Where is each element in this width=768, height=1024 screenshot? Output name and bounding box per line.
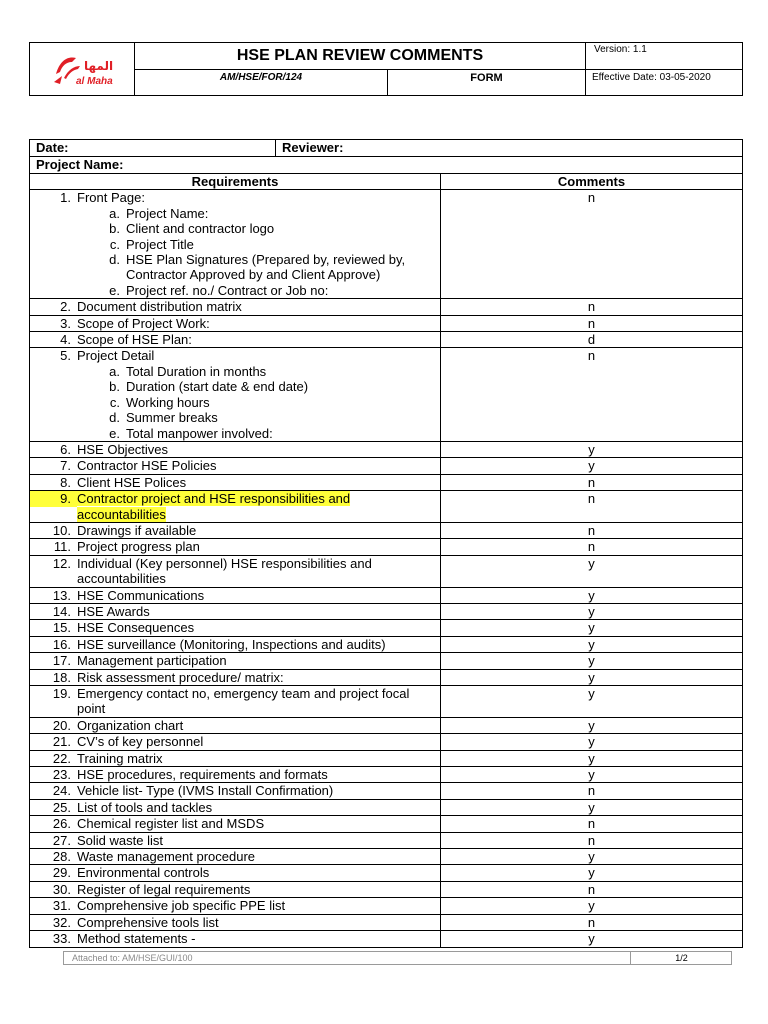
requirement-number: 3. xyxy=(60,315,71,331)
sub-requirement-text: Project ref. no./ Contract or Job no: xyxy=(126,282,329,298)
requirement-row xyxy=(30,603,743,619)
requirement-number: 14. xyxy=(52,603,71,619)
sub-requirement xyxy=(30,410,440,425)
requirement-number: 28. xyxy=(52,849,71,865)
table-header-row xyxy=(30,174,743,190)
comment-cell[interactable]: y xyxy=(441,636,743,652)
requirement-text-content: Training matrix xyxy=(77,750,163,766)
requirement-text-content: HSE Consequences xyxy=(77,620,195,636)
requirement-cell xyxy=(30,458,441,474)
comment-cell[interactable]: n xyxy=(441,914,743,930)
requirement-number: 30. xyxy=(52,881,71,897)
requirement-row xyxy=(30,931,743,947)
requirement-text xyxy=(77,316,417,331)
requirement-row xyxy=(30,491,743,523)
requirement-cell xyxy=(30,734,441,750)
requirement-text xyxy=(77,348,417,363)
comment-cell[interactable]: n xyxy=(441,348,743,441)
requirement-cell xyxy=(30,669,441,685)
requirement-text xyxy=(77,299,417,314)
requirement-number: 13. xyxy=(52,587,71,603)
requirement-text-content: Waste management procedure xyxy=(77,849,256,865)
comment-cell[interactable]: y xyxy=(441,767,743,783)
requirement-row xyxy=(30,587,743,603)
requirement-text-content: Contractor HSE Policies xyxy=(77,458,217,474)
sub-requirement-letter: b. xyxy=(109,379,120,395)
requirement-text-content: HSE Objectives xyxy=(77,441,169,457)
requirement-cell xyxy=(30,799,441,815)
requirement-number: 31. xyxy=(52,898,71,914)
requirements-header: Requirements xyxy=(30,174,441,190)
requirement-row xyxy=(30,799,743,815)
sub-requirement-letter: b. xyxy=(109,221,120,237)
requirement-cell xyxy=(30,686,441,718)
sub-requirement xyxy=(30,283,440,298)
comment-cell[interactable]: y xyxy=(441,717,743,733)
comment-cell[interactable]: n xyxy=(441,539,743,555)
requirement-text xyxy=(77,556,417,587)
comment-cell[interactable]: y xyxy=(441,441,743,457)
requirement-text-content: Front Page: xyxy=(77,190,145,206)
comment-cell[interactable]: y xyxy=(441,458,743,474)
requirement-cell xyxy=(30,539,441,555)
requirement-cell xyxy=(30,190,441,299)
requirement-number: 21. xyxy=(52,734,71,750)
date-reviewer-row xyxy=(30,140,743,157)
requirement-cell xyxy=(30,603,441,619)
requirement-text-content: List of tools and tackles xyxy=(77,799,213,815)
requirement-number: 9. xyxy=(30,491,77,506)
comment-cell[interactable]: y xyxy=(441,555,743,587)
requirement-row xyxy=(30,636,743,652)
requirement-text-content: Emergency contact no, emergency team and project focal point xyxy=(77,686,410,717)
form-type: FORM xyxy=(388,70,586,95)
sub-requirement xyxy=(30,379,440,394)
requirement-text xyxy=(77,620,417,635)
requirement-row xyxy=(30,669,743,685)
comments-header: Comments xyxy=(441,174,743,190)
requirement-text xyxy=(77,442,417,457)
requirement-text-content: Scope of HSE Plan: xyxy=(77,332,192,348)
requirement-cell xyxy=(30,816,441,832)
date-label: Date: xyxy=(36,140,69,155)
form-code: AM/HSE/FOR/124 xyxy=(135,70,388,95)
comment-cell[interactable]: y xyxy=(441,669,743,685)
comment-cell[interactable]: n xyxy=(441,881,743,897)
requirement-text-content: Method statements - xyxy=(77,931,196,947)
requirement-cell xyxy=(30,491,441,523)
comment-cell[interactable]: y xyxy=(441,849,743,865)
comment-cell[interactable]: n xyxy=(441,299,743,315)
requirement-number: 19. xyxy=(52,686,71,701)
sub-requirement-letter: d. xyxy=(109,252,120,268)
requirement-number: 10. xyxy=(52,522,71,538)
requirement-cell xyxy=(30,832,441,848)
requirement-text xyxy=(77,332,417,347)
requirement-number: 32. xyxy=(52,914,71,930)
comment-cell[interactable]: n xyxy=(441,832,743,848)
requirement-text-content: Environmental controls xyxy=(77,865,210,881)
requirement-cell xyxy=(30,620,441,636)
requirement-number: 2. xyxy=(60,299,71,315)
sub-requirement xyxy=(30,252,440,283)
comment-cell[interactable]: n xyxy=(441,315,743,331)
comment-cell[interactable]: y xyxy=(441,898,743,914)
comment-cell[interactable]: d xyxy=(441,332,743,348)
sub-requirement-letter: e. xyxy=(109,282,120,298)
project-name-row xyxy=(30,157,743,174)
requirement-number: 17. xyxy=(52,653,71,669)
requirement-text-content: Project progress plan xyxy=(77,539,200,555)
requirement-cell xyxy=(30,898,441,914)
requirement-text xyxy=(77,915,417,930)
requirement-row xyxy=(30,474,743,490)
requirement-row xyxy=(30,299,743,315)
requirement-text-content: Contractor project and HSE responsibilities and accountabilities xyxy=(77,491,351,522)
comment-cell[interactable]: y xyxy=(441,620,743,636)
requirement-row xyxy=(30,767,743,783)
requirement-row xyxy=(30,849,743,865)
comment-cell[interactable]: n xyxy=(441,816,743,832)
comment-cell[interactable]: y xyxy=(441,931,743,947)
requirement-text-content: Management participation xyxy=(77,653,227,669)
requirement-number: 12. xyxy=(52,555,71,571)
sub-requirement-letter: c. xyxy=(109,236,120,252)
comment-cell[interactable]: y xyxy=(441,865,743,881)
requirement-row xyxy=(30,522,743,538)
sub-requirement-text: Duration (start date & end date) xyxy=(126,379,309,395)
requirement-text xyxy=(77,637,417,652)
requirement-text xyxy=(77,686,417,717)
comment-cell[interactable]: n xyxy=(441,522,743,538)
requirement-text-content: Vehicle list- Type (IVMS Install Confirmation) xyxy=(77,783,334,799)
comment-cell[interactable]: n xyxy=(441,474,743,490)
sub-requirement-text: Summer breaks xyxy=(126,410,218,426)
requirement-text-content: HSE Awards xyxy=(77,603,150,619)
requirement-text-content: Document distribution matrix xyxy=(77,299,242,315)
requirement-cell xyxy=(30,522,441,538)
requirement-text xyxy=(77,475,417,490)
sub-requirement-letter: a. xyxy=(109,205,120,221)
requirement-number: 15. xyxy=(52,620,71,636)
requirement-number: 23. xyxy=(52,767,71,783)
requirement-text xyxy=(77,800,417,815)
requirement-number: 1. xyxy=(60,190,71,206)
requirement-text xyxy=(77,670,417,685)
requirement-number: 27. xyxy=(52,832,71,848)
requirement-text xyxy=(77,767,417,782)
requirement-text xyxy=(77,849,417,864)
comment-cell[interactable]: y xyxy=(441,799,743,815)
requirement-cell xyxy=(30,474,441,490)
requirement-text-content: Chemical register list and MSDS xyxy=(77,816,265,832)
requirement-text xyxy=(77,865,417,880)
requirement-row xyxy=(30,315,743,331)
sub-requirement xyxy=(30,395,440,410)
comment-cell[interactable]: n xyxy=(441,491,743,523)
logo-arabic-text: المها xyxy=(84,59,114,73)
requirement-text-content: Client HSE Polices xyxy=(77,474,187,490)
project-name-field[interactable] xyxy=(30,157,743,174)
requirement-row xyxy=(30,881,743,897)
sub-requirement xyxy=(30,206,440,221)
requirement-text xyxy=(77,588,417,603)
review-table xyxy=(29,139,743,948)
page-footer xyxy=(63,951,732,965)
requirement-row xyxy=(30,898,743,914)
requirement-text-content: CV’s of key personnel xyxy=(77,734,204,750)
sub-requirement xyxy=(30,221,440,236)
requirement-number: 22. xyxy=(52,750,71,766)
sub-requirement-text: Project Title xyxy=(126,236,194,252)
project-name-label: Project Name: xyxy=(36,157,124,172)
requirement-row xyxy=(30,734,743,750)
requirement-text xyxy=(77,816,417,831)
requirement-cell xyxy=(30,783,441,799)
requirement-cell xyxy=(30,865,441,881)
requirement-text-content: Individual (Key personnel) HSE responsibilities and accountabilities xyxy=(77,555,372,587)
requirement-text xyxy=(77,718,417,733)
reviewer-label: Reviewer: xyxy=(282,140,344,155)
sub-requirement-letter: a. xyxy=(109,363,120,379)
comment-cell[interactable]: n xyxy=(441,783,743,799)
reviewer-field[interactable] xyxy=(276,140,743,157)
requirement-number: 6. xyxy=(60,441,71,457)
form-version: Version: 1.1 xyxy=(586,43,742,70)
requirement-cell xyxy=(30,881,441,897)
requirement-text xyxy=(77,898,417,913)
requirement-cell xyxy=(30,555,441,587)
sub-requirement xyxy=(30,364,440,379)
requirement-text-content: Comprehensive job specific PPE list xyxy=(77,898,286,914)
requirement-text-content: HSE surveillance (Monitoring, Inspections and audits) xyxy=(77,636,386,652)
requirement-row xyxy=(30,750,743,766)
requirement-text-content: Drawings if available xyxy=(77,522,197,538)
requirement-text-content: Organization chart xyxy=(77,717,184,733)
requirement-number: 33. xyxy=(52,931,71,947)
requirement-text xyxy=(77,751,417,766)
sub-requirement-text: Client and contractor logo xyxy=(126,221,275,237)
requirement-cell xyxy=(30,315,441,331)
requirement-row xyxy=(30,348,743,441)
requirement-cell xyxy=(30,717,441,733)
sub-requirement-letter: c. xyxy=(109,394,120,410)
sub-requirement xyxy=(30,426,440,441)
page-number: 1/2 xyxy=(630,952,732,964)
requirement-number: 29. xyxy=(52,865,71,881)
form-title: HSE PLAN REVIEW COMMENTS xyxy=(135,43,586,70)
requirement-text xyxy=(77,783,417,798)
sub-requirement-text: Total manpower involved: xyxy=(126,425,273,441)
requirement-text xyxy=(77,604,417,619)
requirement-row xyxy=(30,458,743,474)
requirement-row xyxy=(30,332,743,348)
requirement-number: 4. xyxy=(60,332,71,348)
requirement-cell xyxy=(30,332,441,348)
requirement-cell xyxy=(30,849,441,865)
requirement-cell xyxy=(30,299,441,315)
document-header xyxy=(29,42,743,96)
comment-cell[interactable]: y xyxy=(441,587,743,603)
requirement-row xyxy=(30,620,743,636)
requirement-text-content: HSE procedures, requirements and formats xyxy=(77,767,328,783)
requirement-number: 25. xyxy=(52,799,71,815)
requirement-cell xyxy=(30,750,441,766)
requirement-cell xyxy=(30,767,441,783)
requirement-row xyxy=(30,914,743,930)
requirement-text xyxy=(77,458,417,473)
requirement-cell xyxy=(30,653,441,669)
requirement-cell xyxy=(30,348,441,441)
comment-cell[interactable]: y xyxy=(441,653,743,669)
requirement-number: 18. xyxy=(52,669,71,685)
requirement-text xyxy=(77,190,417,205)
requirement-number: 11. xyxy=(53,539,71,555)
requirement-text xyxy=(77,653,417,668)
effective-date: Effective Date: 03-05-2020 xyxy=(592,72,711,83)
requirement-cell xyxy=(30,914,441,930)
date-field[interactable] xyxy=(30,140,276,157)
requirement-text-content: Risk assessment procedure/ matrix: xyxy=(77,669,284,685)
requirement-cell xyxy=(30,441,441,457)
requirement-number: 16. xyxy=(52,636,71,652)
requirement-number: 5. xyxy=(60,348,71,364)
requirement-row xyxy=(30,865,743,881)
requirement-row xyxy=(30,653,743,669)
requirement-number: 20. xyxy=(52,717,71,733)
requirement-number: 24. xyxy=(52,783,71,799)
requirement-text-content: Register of legal requirements xyxy=(77,881,251,897)
requirement-text xyxy=(77,523,417,538)
comment-cell[interactable]: y xyxy=(441,750,743,766)
sub-requirement-letter: d. xyxy=(109,410,120,426)
requirement-text-content: Scope of Project Work: xyxy=(77,315,210,331)
requirement-row xyxy=(30,686,743,718)
requirement-cell xyxy=(30,587,441,603)
requirement-text xyxy=(77,833,417,848)
requirement-text xyxy=(77,539,417,554)
requirement-text xyxy=(77,491,417,522)
oryx-logo-icon xyxy=(50,52,114,88)
requirement-text xyxy=(77,734,417,749)
sub-requirement-text: HSE Plan Signatures (Prepared by, reviewed by, Contractor Approved by and Client Approve) xyxy=(126,252,406,283)
sub-requirement-text: Working hours xyxy=(126,394,210,410)
requirement-row xyxy=(30,832,743,848)
requirement-cell xyxy=(30,931,441,947)
comment-cell[interactable]: n xyxy=(441,190,743,299)
requirement-text-content: HSE Communications xyxy=(77,587,205,603)
sub-requirement-letter: e. xyxy=(109,425,120,441)
comment-cell[interactable]: y xyxy=(441,603,743,619)
company-logo xyxy=(30,43,135,95)
requirement-number: 8. xyxy=(60,474,71,490)
requirement-row xyxy=(30,539,743,555)
requirement-text-content: Comprehensive tools list xyxy=(77,914,219,930)
attached-to-text: Attached to: AM/HSE/GUI/100 xyxy=(72,953,193,963)
comment-cell[interactable]: y xyxy=(441,734,743,750)
requirement-text-content: Project Detail xyxy=(77,348,155,364)
requirement-text-content: Solid waste list xyxy=(77,832,163,848)
requirement-row xyxy=(30,441,743,457)
requirement-number: 26. xyxy=(52,816,71,832)
requirement-row xyxy=(30,816,743,832)
requirement-text xyxy=(77,931,417,946)
logo-english-text: al Maha xyxy=(76,76,113,87)
requirement-row xyxy=(30,190,743,299)
requirement-cell xyxy=(30,636,441,652)
requirement-number: 7. xyxy=(60,458,71,474)
requirement-row xyxy=(30,555,743,587)
requirement-row xyxy=(30,783,743,799)
comment-cell[interactable]: y xyxy=(441,686,743,718)
requirement-row xyxy=(30,717,743,733)
requirement-text xyxy=(77,882,417,897)
sub-requirement-text: Total Duration in months xyxy=(126,363,267,379)
sub-requirement-text: Project Name: xyxy=(126,205,209,221)
sub-requirement xyxy=(30,237,440,252)
